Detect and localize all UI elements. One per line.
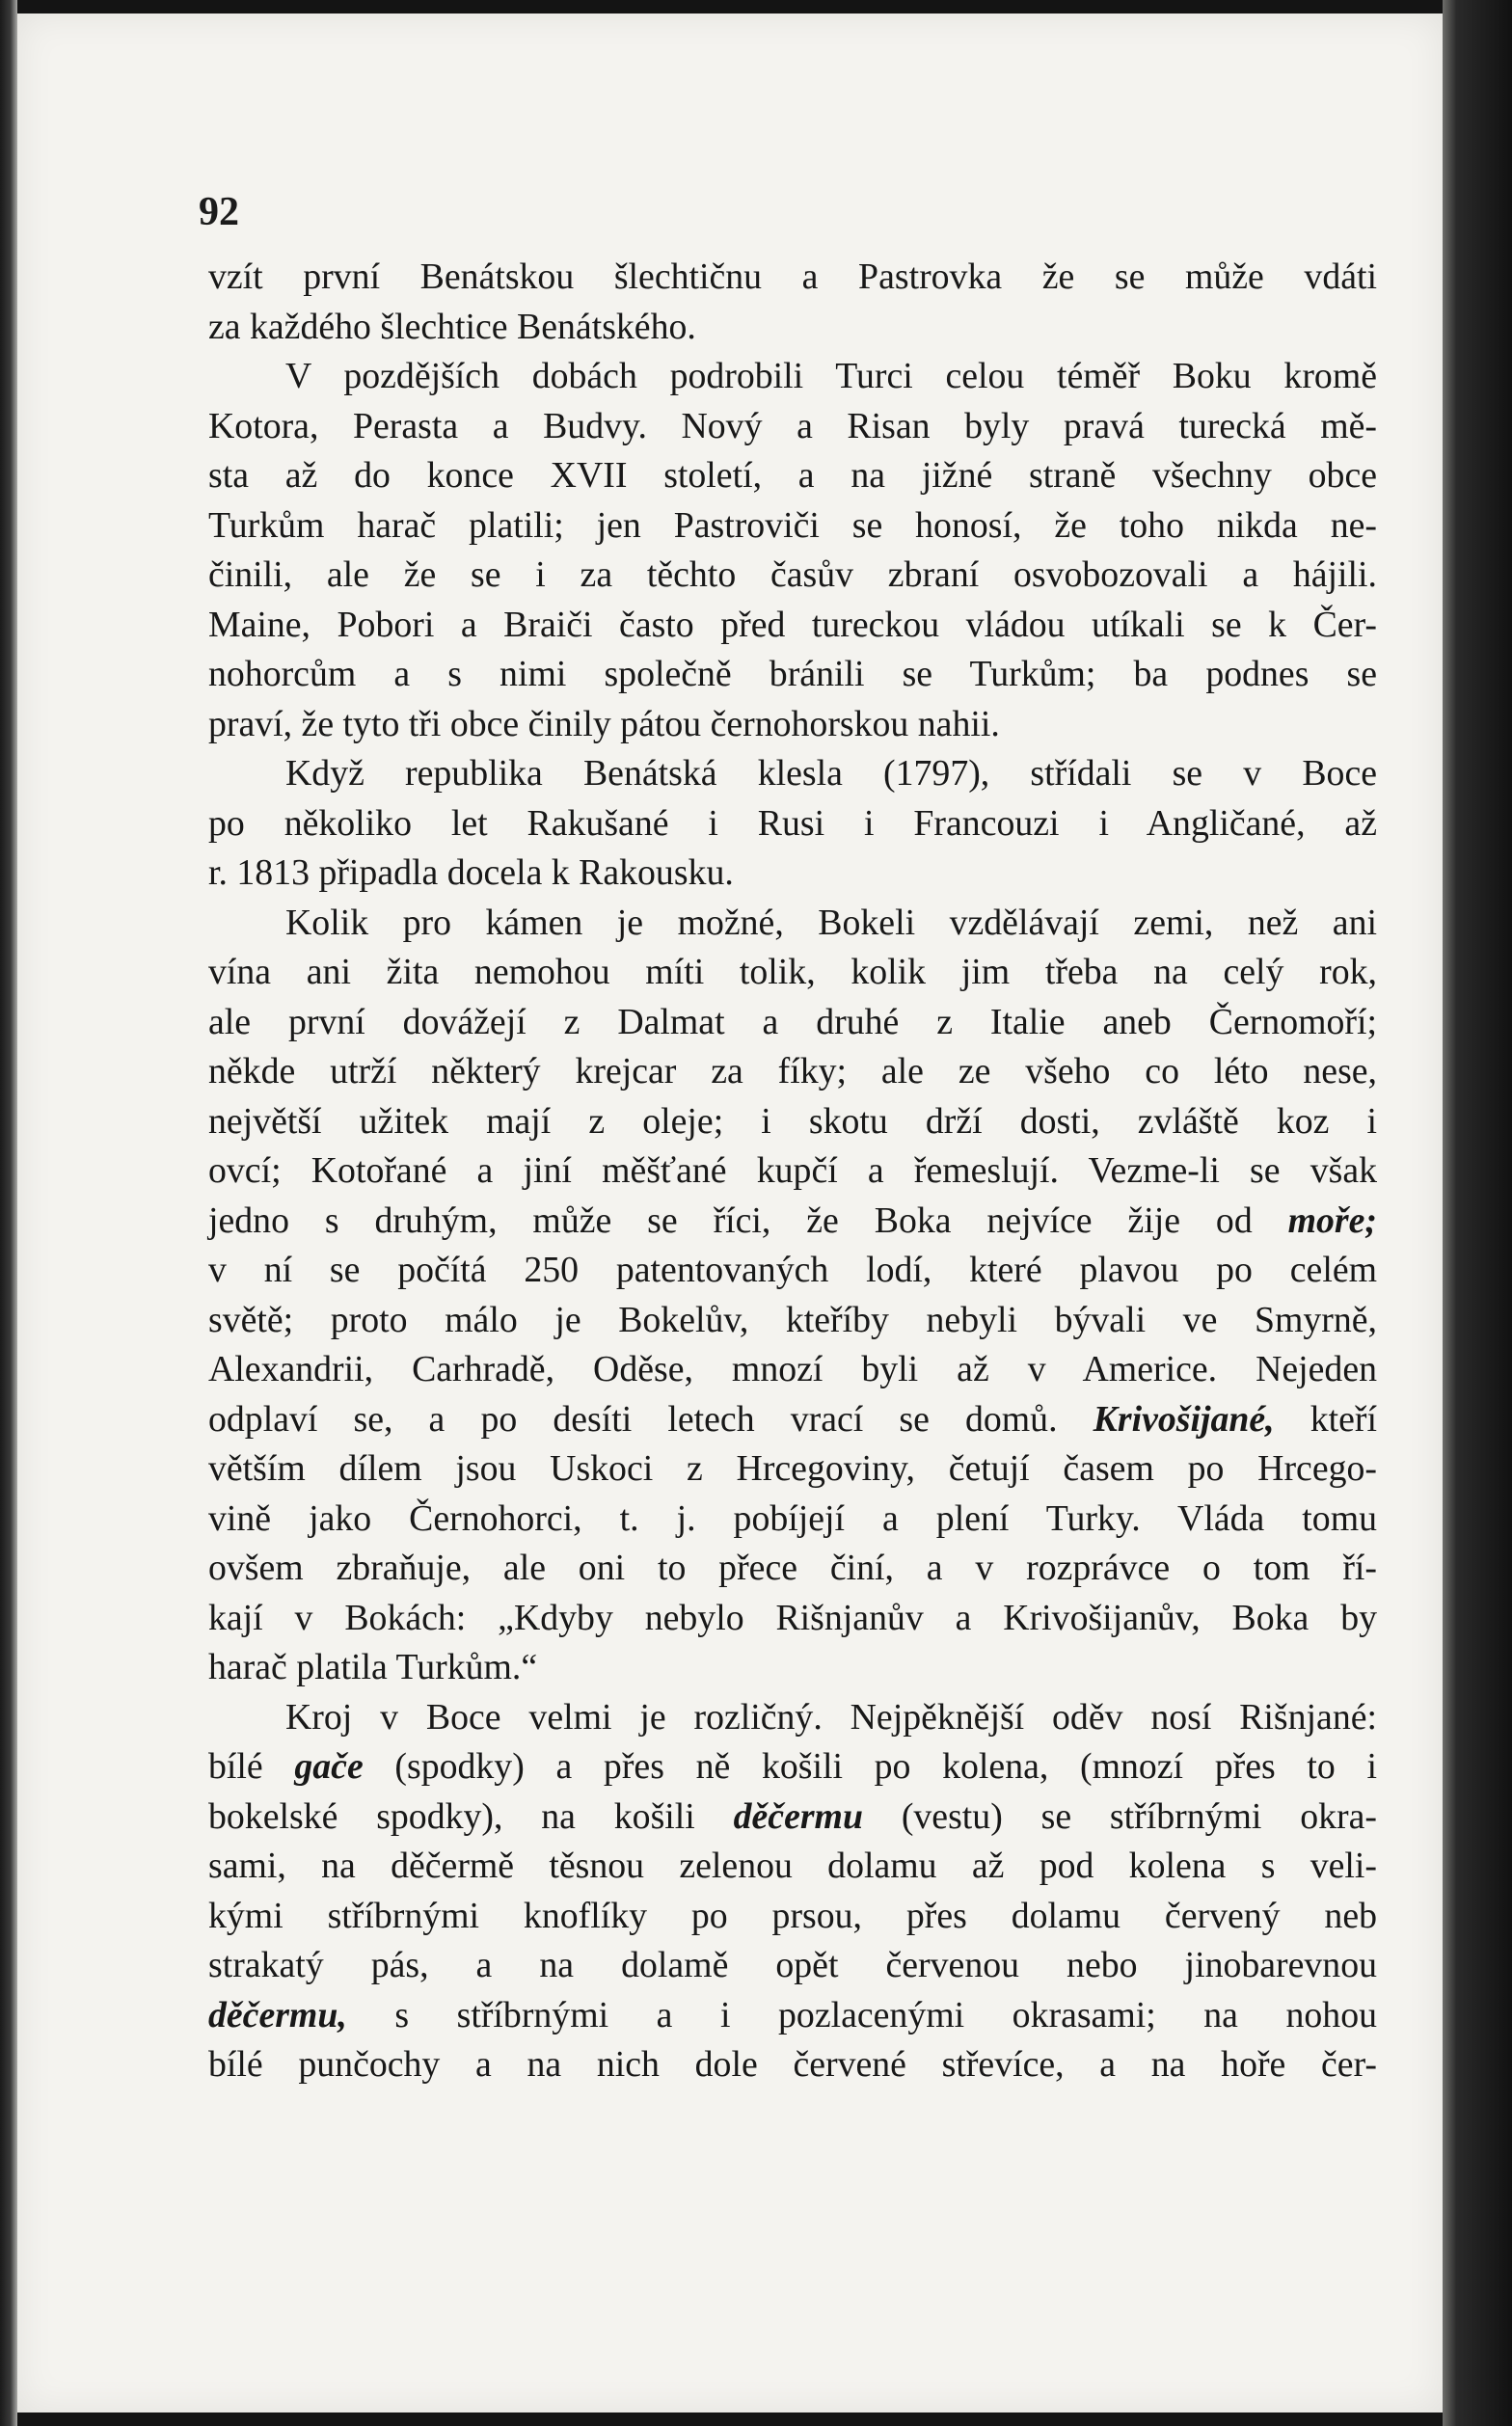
text-line <box>208 1991 1377 2041</box>
italic-term: moře; <box>1287 1200 1377 1241</box>
text-run: jedno s druhým, může se říci, že Boka nejvíce žije od <box>208 1200 1288 1241</box>
text-line <box>208 1793 1377 1843</box>
text-line: Kotora, Perasta a Budvy. Nový a Risan byly pravá turecká mě- <box>208 405 1377 446</box>
text-run: (spodky) a přes ně košili po kolena, (mnozí přes to i <box>363 1746 1377 1787</box>
text-line <box>208 1395 1377 1445</box>
body-text <box>208 253 1377 2090</box>
text-line: největší užitek mají z oleje; i skotu drží dosti, zvláště koz i <box>208 1100 1377 1142</box>
scan-right-edge <box>1443 0 1512 2426</box>
text-line: za každého šlechtice Benátského. <box>208 306 696 347</box>
text-run: (vestu) se stříbrnými okra- <box>862 1795 1377 1837</box>
text-line: ovcí; Kotořané a jiní měšťané kupčí a řemeslují. Vezme-li se však <box>208 1150 1377 1191</box>
text-run: bokelské spodky), na košili <box>208 1795 734 1837</box>
text-line: vzít první Benátskou šlechtičnu a Pastrovka že se může vdáti <box>208 256 1377 297</box>
text-line: kají v Bokách: „Kdyby nebylo Rišnjanův a Krivošijanův, Boka by <box>208 1597 1377 1638</box>
text-line: Turkům harač platili; jen Pastroviči se honosí, že toho nikda ne- <box>208 504 1377 546</box>
text-line: strakatý pás, a na dolamě opět červenou nebo jinobarevnou <box>208 1945 1377 1985</box>
text-line: ovšem zbraňuje, ale oni to přece činí, a v rozprávce o tom ří- <box>208 1548 1377 1588</box>
text-run: bílé <box>208 1746 295 1787</box>
text-line: Kolik pro kámen je možné, Bokeli vzdělávají zemi, než ani <box>285 902 1377 943</box>
text-line: větším dílem jsou Uskoci z Hrcegoviny, četují časem po Hrcego- <box>208 1448 1377 1489</box>
text-run: kteří <box>1274 1398 1377 1440</box>
text-line: Když republika Benátská klesla (1797), střídali se v Boce <box>285 753 1377 794</box>
text-line: nohorcům a s nimi společně bránili se Turkům; ba podnes se <box>208 654 1377 694</box>
text-line: praví, že tyto tři obce činily pátou černohorskou nahii. <box>208 703 1000 744</box>
text-line: harač platila Turkům.“ <box>208 1647 538 1687</box>
page-number: 92 <box>199 190 239 234</box>
text-line: V pozdějších dobách podrobili Turci celou téměř Boku kromě <box>285 356 1377 396</box>
text-run: odplaví se, a po desíti letech vrací se domů. <box>208 1398 1094 1440</box>
text-line: r. 1813 připadla docela k Rakousku. <box>208 852 734 893</box>
text-line: Alexandrii, Carhradě, Oděse, mnozí byli až v Americe. Nejeden <box>208 1349 1377 1389</box>
text-line <box>208 1197 1377 1247</box>
text-line: světě; proto málo je Bokelův, kteříby nebyli bývali ve Smyrně, <box>208 1299 1377 1340</box>
text-line: v ní se počítá 250 patentovaných lodí, které plavou po celém <box>208 1250 1377 1290</box>
text-line: po několiko let Rakušané i Rusi i Francouzi i Angličané, až <box>208 802 1377 844</box>
text-line: kými stříbrnými knoflíky po prsou, přes dolamu červený neb <box>208 1895 1377 1936</box>
text-line: ale první dovážejí z Dalmat a druhé z Italie aneb Černomoří; <box>208 1001 1377 1042</box>
text-line: bílé punčochy a na nich dole červené střevíce, a na hoře čer- <box>208 2044 1377 2085</box>
italic-term: Krivošijané, <box>1093 1398 1275 1440</box>
italic-term: děčermu <box>733 1795 863 1837</box>
text-line: činili, ale že se i za těchto časův zbraní osvobozovali a hájili. <box>208 554 1377 595</box>
text-line <box>208 1742 1377 1793</box>
italic-term: gače <box>294 1746 364 1787</box>
text-line: někde utrží některý krejcar za fíky; ale ze všeho co léto nese, <box>208 1051 1377 1092</box>
italic-term: děčermu, <box>208 1994 347 2035</box>
text-line: vína ani žita nemohou míti tolik, kolik jim třeba na celý rok, <box>208 952 1377 992</box>
text-line: Kroj v Boce velmi je rozličný. Nejpěknější oděv nosí Rišnjané: <box>285 1696 1377 1738</box>
text-line: Maine, Pobori a Braiči často před tureckou vládou utíkali se k Čer- <box>208 604 1377 645</box>
text-run: s stříbrnými a i pozlacenými okrasami; na nohou <box>346 1994 1377 2035</box>
text-line: vině jako Černohorci, t. j. pobíjejí a plení Turky. Vláda tomu <box>208 1497 1377 1539</box>
text-line: sami, na děčermě těsnou zelenou dolamu až pod kolena s veli- <box>208 1846 1377 1886</box>
text-line: sta až do konce XVII století, a na jižné straně všechny obce <box>208 455 1377 496</box>
scan-left-edge <box>0 0 17 2426</box>
